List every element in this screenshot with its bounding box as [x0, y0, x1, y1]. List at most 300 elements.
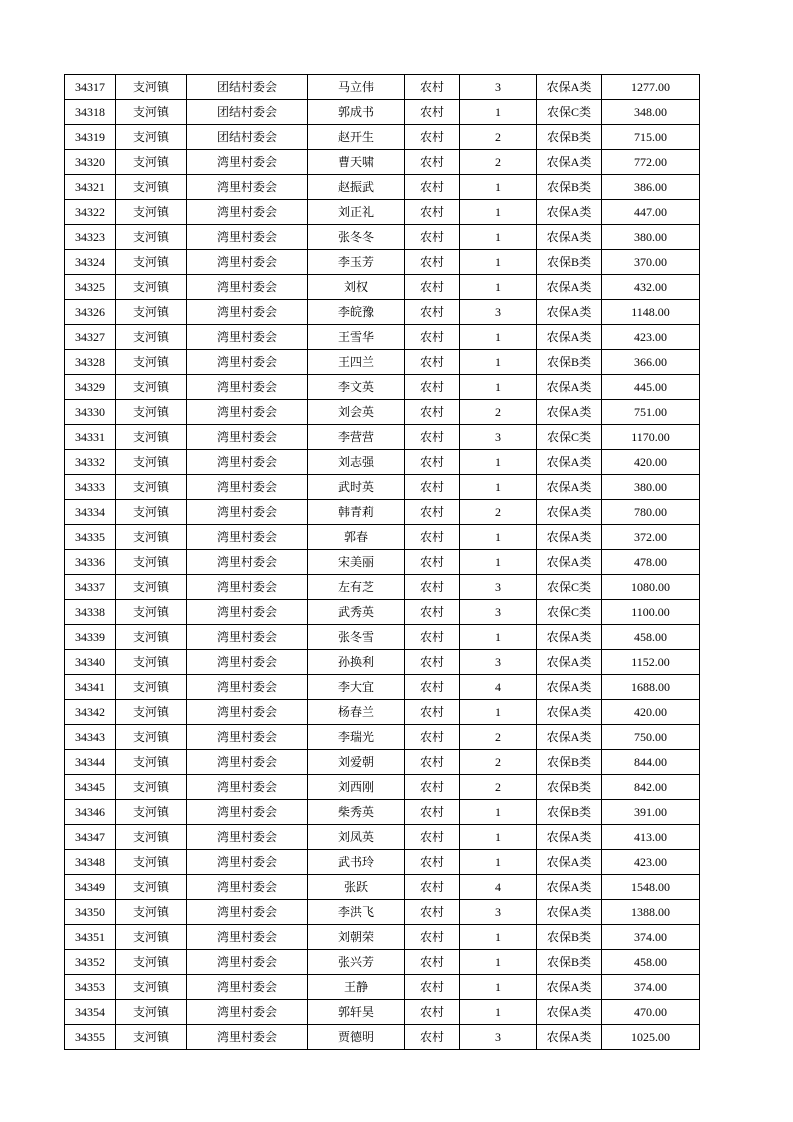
cell-type: 农村: [405, 850, 460, 875]
cell-town: 支河镇: [116, 725, 187, 750]
cell-category: 农保B类: [537, 250, 602, 275]
cell-category: 农保B类: [537, 775, 602, 800]
cell-category: 农保C类: [537, 575, 602, 600]
table-row: [65, 550, 700, 575]
cell-type: 农村: [405, 800, 460, 825]
table-row: [65, 900, 700, 925]
cell-village: 湾里村委会: [187, 225, 308, 250]
cell-town: 支河镇: [116, 525, 187, 550]
cell-name: 刘权: [308, 275, 405, 300]
cell-type: 农村: [405, 150, 460, 175]
cell-id: 34321: [65, 175, 116, 200]
table-row: [65, 975, 700, 1000]
cell-amount: 772.00: [602, 150, 700, 175]
cell-town: 支河镇: [116, 425, 187, 450]
cell-type: 农村: [405, 275, 460, 300]
payment-table: [64, 74, 700, 1050]
cell-village: 湾里村委会: [187, 775, 308, 800]
cell-amount: 447.00: [602, 200, 700, 225]
cell-category: 农保C类: [537, 100, 602, 125]
cell-amount: 1148.00: [602, 300, 700, 325]
cell-amount: 478.00: [602, 550, 700, 575]
cell-id: 34354: [65, 1000, 116, 1025]
cell-village: 团结村委会: [187, 75, 308, 100]
cell-type: 农村: [405, 725, 460, 750]
cell-village: 湾里村委会: [187, 975, 308, 1000]
cell-village: 湾里村委会: [187, 850, 308, 875]
cell-category: 农保A类: [537, 500, 602, 525]
cell-type: 农村: [405, 600, 460, 625]
cell-count: 2: [460, 725, 537, 750]
cell-village: 湾里村委会: [187, 475, 308, 500]
cell-village: 湾里村委会: [187, 1000, 308, 1025]
cell-id: 34320: [65, 150, 116, 175]
cell-id: 34349: [65, 875, 116, 900]
cell-name: 郭春: [308, 525, 405, 550]
cell-category: 农保A类: [537, 1000, 602, 1025]
cell-id: 34341: [65, 675, 116, 700]
cell-town: 支河镇: [116, 775, 187, 800]
cell-type: 农村: [405, 325, 460, 350]
cell-id: 34345: [65, 775, 116, 800]
cell-amount: 386.00: [602, 175, 700, 200]
table-row: [65, 625, 700, 650]
cell-village: 湾里村委会: [187, 875, 308, 900]
cell-name: 曹天啸: [308, 150, 405, 175]
cell-count: 1: [460, 800, 537, 825]
cell-type: 农村: [405, 975, 460, 1000]
cell-amount: 750.00: [602, 725, 700, 750]
cell-count: 2: [460, 750, 537, 775]
cell-amount: 374.00: [602, 925, 700, 950]
cell-village: 湾里村委会: [187, 350, 308, 375]
cell-amount: 366.00: [602, 350, 700, 375]
cell-count: 1: [460, 700, 537, 725]
cell-town: 支河镇: [116, 700, 187, 725]
table-row: [65, 875, 700, 900]
cell-town: 支河镇: [116, 975, 187, 1000]
cell-town: 支河镇: [116, 800, 187, 825]
cell-name: 武书玲: [308, 850, 405, 875]
cell-amount: 458.00: [602, 950, 700, 975]
cell-count: 2: [460, 400, 537, 425]
cell-name: 张冬雪: [308, 625, 405, 650]
cell-id: 34338: [65, 600, 116, 625]
cell-village: 湾里村委会: [187, 525, 308, 550]
cell-count: 1: [460, 100, 537, 125]
cell-name: 李玉芳: [308, 250, 405, 275]
cell-id: 34344: [65, 750, 116, 775]
cell-id: 34329: [65, 375, 116, 400]
cell-amount: 423.00: [602, 325, 700, 350]
cell-village: 湾里村委会: [187, 800, 308, 825]
cell-id: 34322: [65, 200, 116, 225]
cell-village: 湾里村委会: [187, 275, 308, 300]
cell-town: 支河镇: [116, 625, 187, 650]
cell-town: 支河镇: [116, 900, 187, 925]
cell-amount: 374.00: [602, 975, 700, 1000]
cell-type: 农村: [405, 300, 460, 325]
cell-type: 农村: [405, 1025, 460, 1050]
cell-id: 34319: [65, 125, 116, 150]
cell-count: 3: [460, 1025, 537, 1050]
cell-town: 支河镇: [116, 175, 187, 200]
cell-name: 李营营: [308, 425, 405, 450]
cell-count: 1: [460, 375, 537, 400]
cell-category: 农保A类: [537, 675, 602, 700]
cell-town: 支河镇: [116, 150, 187, 175]
cell-type: 农村: [405, 125, 460, 150]
cell-category: 农保C类: [537, 425, 602, 450]
cell-category: 农保B类: [537, 350, 602, 375]
cell-name: 孙换利: [308, 650, 405, 675]
table-row: [65, 400, 700, 425]
cell-town: 支河镇: [116, 300, 187, 325]
table-row: [65, 200, 700, 225]
cell-type: 农村: [405, 525, 460, 550]
cell-count: 1: [460, 450, 537, 475]
cell-village: 团结村委会: [187, 100, 308, 125]
cell-town: 支河镇: [116, 650, 187, 675]
cell-village: 湾里村委会: [187, 425, 308, 450]
cell-amount: 470.00: [602, 1000, 700, 1025]
cell-category: 农保B类: [537, 800, 602, 825]
table-row: [65, 725, 700, 750]
cell-amount: 1548.00: [602, 875, 700, 900]
cell-type: 农村: [405, 75, 460, 100]
cell-village: 湾里村委会: [187, 450, 308, 475]
table-row: [65, 800, 700, 825]
cell-name: 宋美丽: [308, 550, 405, 575]
cell-id: 34318: [65, 100, 116, 125]
cell-id: 34342: [65, 700, 116, 725]
cell-name: 刘西刚: [308, 775, 405, 800]
table-row: [65, 275, 700, 300]
cell-town: 支河镇: [116, 950, 187, 975]
cell-name: 王静: [308, 975, 405, 1000]
cell-count: 1: [460, 625, 537, 650]
cell-category: 农保A类: [537, 850, 602, 875]
cell-category: 农保B类: [537, 925, 602, 950]
cell-amount: 842.00: [602, 775, 700, 800]
cell-category: 农保A类: [537, 700, 602, 725]
cell-id: 34351: [65, 925, 116, 950]
cell-category: 农保A类: [537, 900, 602, 925]
cell-category: 农保A类: [537, 450, 602, 475]
cell-id: 34331: [65, 425, 116, 450]
table-row: [65, 525, 700, 550]
cell-count: 3: [460, 600, 537, 625]
cell-town: 支河镇: [116, 125, 187, 150]
cell-category: 农保A类: [537, 375, 602, 400]
cell-amount: 1025.00: [602, 1025, 700, 1050]
cell-id: 34337: [65, 575, 116, 600]
cell-id: 34350: [65, 900, 116, 925]
cell-id: 34333: [65, 475, 116, 500]
cell-type: 农村: [405, 500, 460, 525]
cell-amount: 445.00: [602, 375, 700, 400]
cell-id: 34332: [65, 450, 116, 475]
cell-town: 支河镇: [116, 350, 187, 375]
cell-count: 1: [460, 350, 537, 375]
cell-amount: 844.00: [602, 750, 700, 775]
cell-count: 3: [460, 425, 537, 450]
cell-town: 支河镇: [116, 500, 187, 525]
cell-count: 3: [460, 650, 537, 675]
cell-town: 支河镇: [116, 75, 187, 100]
table-row: [65, 575, 700, 600]
cell-town: 支河镇: [116, 325, 187, 350]
cell-count: 1: [460, 1000, 537, 1025]
cell-name: 李文英: [308, 375, 405, 400]
cell-type: 农村: [405, 950, 460, 975]
table-row: [65, 925, 700, 950]
cell-town: 支河镇: [116, 575, 187, 600]
table-row: [65, 425, 700, 450]
cell-name: 贾德明: [308, 1025, 405, 1050]
cell-type: 农村: [405, 775, 460, 800]
cell-amount: 413.00: [602, 825, 700, 850]
cell-id: 34340: [65, 650, 116, 675]
cell-amount: 420.00: [602, 450, 700, 475]
cell-id: 34343: [65, 725, 116, 750]
cell-name: 郭轩昊: [308, 1000, 405, 1025]
table-row: [65, 325, 700, 350]
cell-category: 农保A类: [537, 625, 602, 650]
cell-town: 支河镇: [116, 400, 187, 425]
cell-village: 湾里村委会: [187, 825, 308, 850]
cell-category: 农保B类: [537, 950, 602, 975]
cell-name: 柴秀英: [308, 800, 405, 825]
cell-category: 农保A类: [537, 475, 602, 500]
cell-village: 湾里村委会: [187, 1025, 308, 1050]
cell-count: 3: [460, 75, 537, 100]
cell-id: 34352: [65, 950, 116, 975]
table-row: [65, 775, 700, 800]
cell-count: 2: [460, 125, 537, 150]
cell-town: 支河镇: [116, 275, 187, 300]
cell-amount: 372.00: [602, 525, 700, 550]
cell-village: 湾里村委会: [187, 650, 308, 675]
cell-count: 3: [460, 575, 537, 600]
cell-town: 支河镇: [116, 225, 187, 250]
cell-count: 1: [460, 950, 537, 975]
cell-category: 农保A类: [537, 525, 602, 550]
cell-count: 1: [460, 475, 537, 500]
table-row: [65, 300, 700, 325]
cell-count: 1: [460, 175, 537, 200]
cell-count: 4: [460, 675, 537, 700]
cell-name: 王雪华: [308, 325, 405, 350]
cell-amount: 348.00: [602, 100, 700, 125]
cell-name: 赵开生: [308, 125, 405, 150]
table-row: [65, 950, 700, 975]
table-row: [65, 450, 700, 475]
cell-name: 刘凤英: [308, 825, 405, 850]
cell-category: 农保A类: [537, 200, 602, 225]
cell-town: 支河镇: [116, 250, 187, 275]
cell-category: 农保C类: [537, 600, 602, 625]
table-row: [65, 600, 700, 625]
cell-count: 3: [460, 900, 537, 925]
cell-village: 团结村委会: [187, 125, 308, 150]
cell-village: 湾里村委会: [187, 625, 308, 650]
cell-village: 湾里村委会: [187, 900, 308, 925]
cell-category: 农保A类: [537, 975, 602, 1000]
cell-name: 韩青莉: [308, 500, 405, 525]
cell-category: 农保A类: [537, 725, 602, 750]
cell-amount: 1100.00: [602, 600, 700, 625]
cell-village: 湾里村委会: [187, 600, 308, 625]
cell-amount: 432.00: [602, 275, 700, 300]
cell-type: 农村: [405, 450, 460, 475]
cell-village: 湾里村委会: [187, 325, 308, 350]
table-row: [65, 250, 700, 275]
cell-amount: 780.00: [602, 500, 700, 525]
cell-count: 1: [460, 850, 537, 875]
cell-name: 刘会英: [308, 400, 405, 425]
cell-town: 支河镇: [116, 450, 187, 475]
cell-village: 湾里村委会: [187, 300, 308, 325]
cell-amount: 1170.00: [602, 425, 700, 450]
cell-type: 农村: [405, 100, 460, 125]
cell-id: 34330: [65, 400, 116, 425]
cell-amount: 1388.00: [602, 900, 700, 925]
cell-type: 农村: [405, 675, 460, 700]
cell-count: 2: [460, 150, 537, 175]
cell-count: 1: [460, 275, 537, 300]
cell-village: 湾里村委会: [187, 400, 308, 425]
cell-id: 34317: [65, 75, 116, 100]
cell-name: 张跃: [308, 875, 405, 900]
cell-id: 34335: [65, 525, 116, 550]
cell-id: 34355: [65, 1025, 116, 1050]
cell-id: 34325: [65, 275, 116, 300]
cell-count: 1: [460, 525, 537, 550]
cell-town: 支河镇: [116, 675, 187, 700]
cell-type: 农村: [405, 925, 460, 950]
cell-town: 支河镇: [116, 475, 187, 500]
cell-type: 农村: [405, 575, 460, 600]
cell-id: 34324: [65, 250, 116, 275]
cell-type: 农村: [405, 625, 460, 650]
cell-type: 农村: [405, 1000, 460, 1025]
table-row: [65, 125, 700, 150]
cell-count: 1: [460, 325, 537, 350]
table-row: [65, 650, 700, 675]
cell-category: 农保A类: [537, 650, 602, 675]
table-row: [65, 375, 700, 400]
cell-village: 湾里村委会: [187, 250, 308, 275]
cell-village: 湾里村委会: [187, 750, 308, 775]
cell-amount: 1080.00: [602, 575, 700, 600]
table-row: [65, 500, 700, 525]
cell-category: 农保A类: [537, 400, 602, 425]
table-row: [65, 850, 700, 875]
cell-name: 武秀英: [308, 600, 405, 625]
cell-type: 农村: [405, 375, 460, 400]
cell-category: 农保A类: [537, 325, 602, 350]
cell-town: 支河镇: [116, 750, 187, 775]
cell-type: 农村: [405, 475, 460, 500]
table-row: [65, 475, 700, 500]
cell-town: 支河镇: [116, 1000, 187, 1025]
cell-town: 支河镇: [116, 200, 187, 225]
cell-id: 34327: [65, 325, 116, 350]
cell-name: 王四兰: [308, 350, 405, 375]
table-row: [65, 750, 700, 775]
cell-name: 张兴芳: [308, 950, 405, 975]
cell-count: 3: [460, 300, 537, 325]
cell-category: 农保A类: [537, 550, 602, 575]
cell-village: 湾里村委会: [187, 175, 308, 200]
cell-id: 34334: [65, 500, 116, 525]
cell-category: 农保A类: [537, 1025, 602, 1050]
cell-town: 支河镇: [116, 825, 187, 850]
table-row: [65, 675, 700, 700]
cell-type: 农村: [405, 550, 460, 575]
cell-id: 34323: [65, 225, 116, 250]
cell-category: 农保A类: [537, 75, 602, 100]
cell-count: 1: [460, 250, 537, 275]
cell-name: 郭成书: [308, 100, 405, 125]
cell-name: 李洪飞: [308, 900, 405, 925]
cell-type: 农村: [405, 700, 460, 725]
cell-amount: 1277.00: [602, 75, 700, 100]
cell-town: 支河镇: [116, 375, 187, 400]
cell-id: 34346: [65, 800, 116, 825]
table-row: [65, 225, 700, 250]
table-row: [65, 350, 700, 375]
cell-village: 湾里村委会: [187, 150, 308, 175]
cell-village: 湾里村委会: [187, 925, 308, 950]
cell-name: 张冬冬: [308, 225, 405, 250]
cell-amount: 1152.00: [602, 650, 700, 675]
cell-amount: 380.00: [602, 475, 700, 500]
cell-category: 农保A类: [537, 225, 602, 250]
cell-name: 李大宜: [308, 675, 405, 700]
cell-amount: 1688.00: [602, 675, 700, 700]
cell-village: 湾里村委会: [187, 575, 308, 600]
cell-id: 34339: [65, 625, 116, 650]
cell-type: 农村: [405, 875, 460, 900]
cell-id: 34347: [65, 825, 116, 850]
cell-amount: 458.00: [602, 625, 700, 650]
table-row: [65, 100, 700, 125]
cell-id: 34326: [65, 300, 116, 325]
cell-village: 湾里村委会: [187, 375, 308, 400]
cell-town: 支河镇: [116, 925, 187, 950]
cell-category: 农保B类: [537, 125, 602, 150]
cell-village: 湾里村委会: [187, 675, 308, 700]
cell-name: 刘朝荣: [308, 925, 405, 950]
cell-count: 1: [460, 825, 537, 850]
cell-name: 杨春兰: [308, 700, 405, 725]
cell-town: 支河镇: [116, 100, 187, 125]
table-row: [65, 700, 700, 725]
cell-type: 农村: [405, 250, 460, 275]
cell-amount: 391.00: [602, 800, 700, 825]
cell-amount: 751.00: [602, 400, 700, 425]
cell-id: 34328: [65, 350, 116, 375]
cell-village: 湾里村委会: [187, 200, 308, 225]
cell-id: 34336: [65, 550, 116, 575]
cell-type: 农村: [405, 200, 460, 225]
cell-category: 农保B类: [537, 750, 602, 775]
cell-name: 武时英: [308, 475, 405, 500]
cell-category: 农保A类: [537, 300, 602, 325]
cell-name: 李瑞光: [308, 725, 405, 750]
